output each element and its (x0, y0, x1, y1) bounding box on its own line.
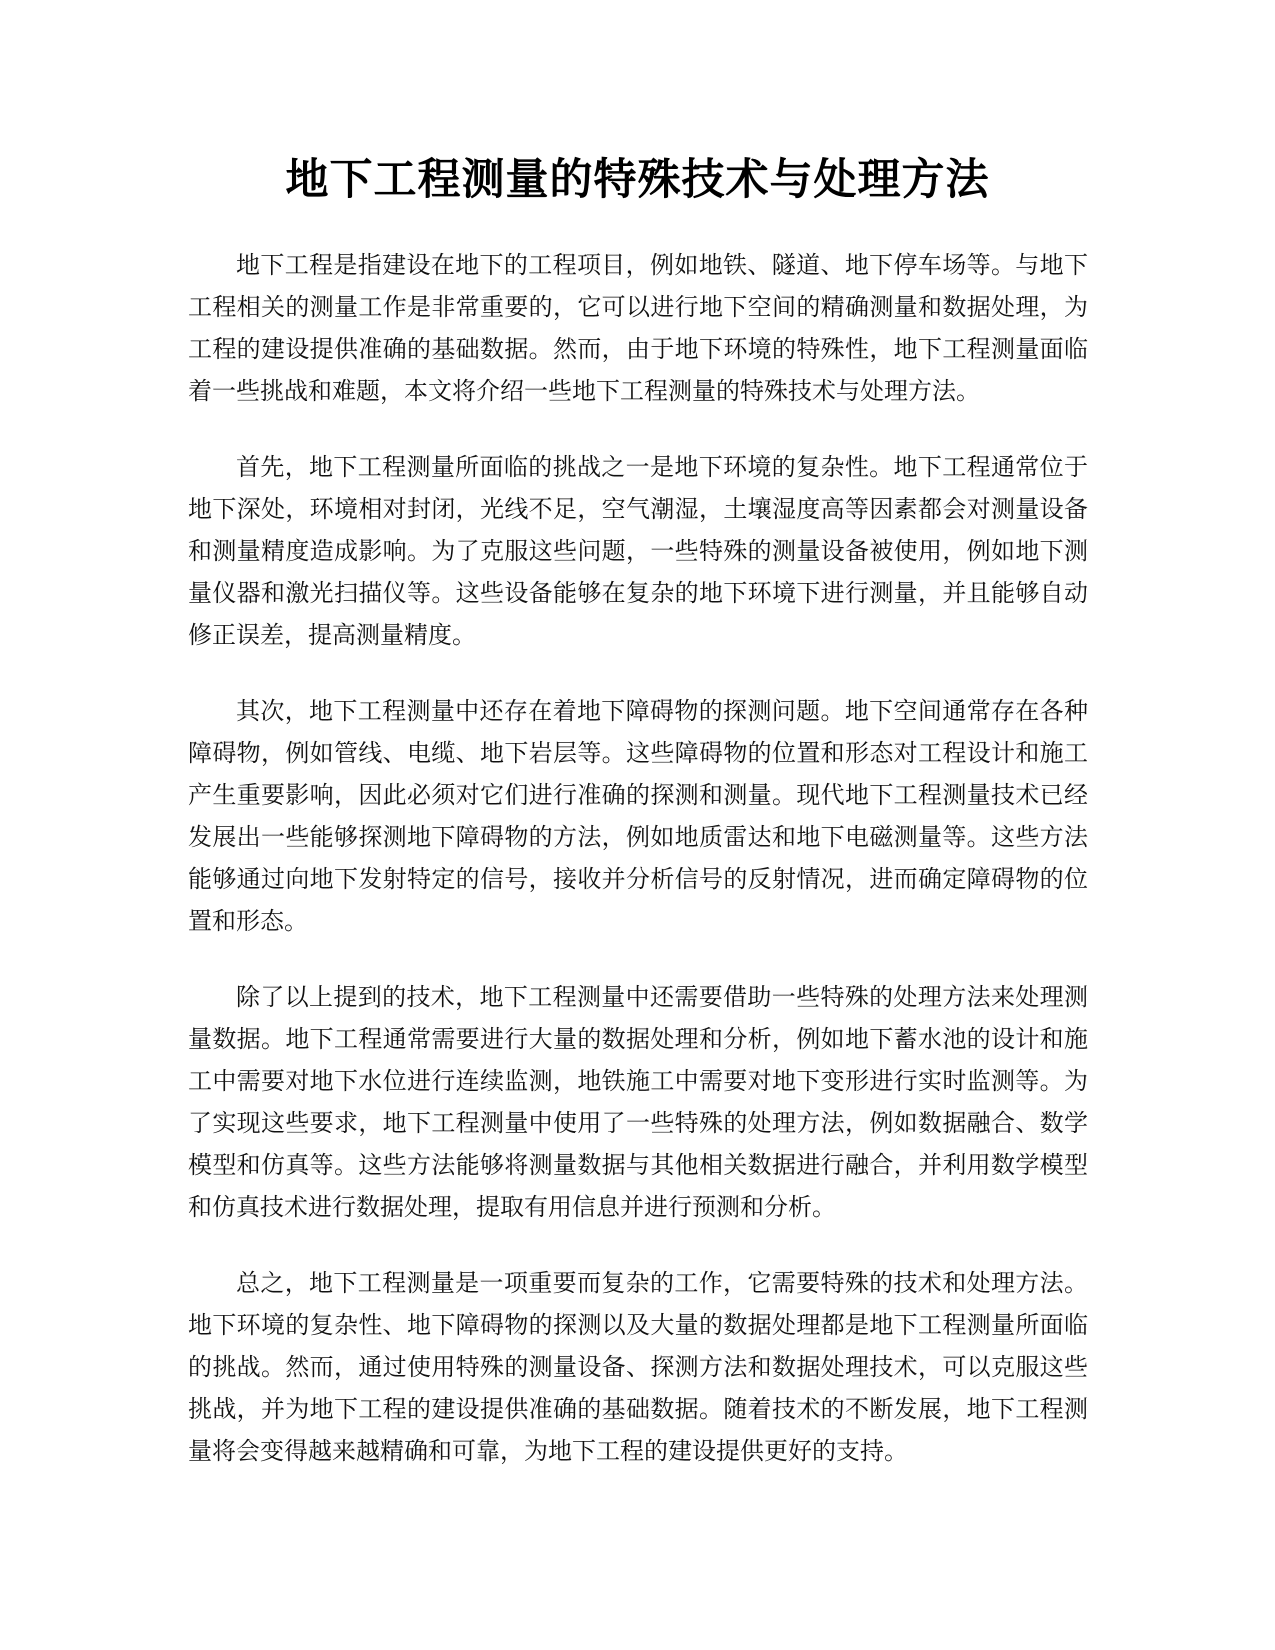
paragraph-data-processing: 除了以上提到的技术，地下工程测量中还需要借助一些特殊的处理方法来处理测量数据。地下工程通常需要进行大量的数据处理和分析，例如地下蓄水池的设计和施工中需要对地下水位进行连续监测，地铁施工中需要对地下变形进行实时监测等。为了实现这些要求，地下工程测量中使用了一些特殊的处理方法，例如数据融合、数学模型和仿真等。这些方法能够将测量数据与其他相关数据进行融合，并利用数学模型和仿真技术进行数据处理，提取有用信息并进行预测和分析。 (188, 983, 1088, 1221)
document-body (188, 244, 1088, 1506)
paragraph-conclusion: 总之，地下工程测量是一项重要而复杂的工作，它需要特殊的技术和处理方法。地下环境的复杂性、地下障碍物的探测以及大量的数据处理都是地下工程测量所面临的挑战。然而，通过使用特殊的测量设备、探测方法和数据处理技术，可以克服这些挑战，并为地下工程的建设提供准确的基础数据。随着技术的不断发展，地下工程测量将会变得越来越精确和可靠，为地下工程的建设提供更好的支持。 (188, 1269, 1088, 1465)
document-title: 地下工程测量的特殊技术与处理方法 (285, 155, 990, 205)
paragraph-intro: 地下工程是指建设在地下的工程项目，例如地铁、隧道、地下停车场等。与地下工程相关的测量工作是非常重要的，它可以进行地下空间的精确测量和数据处理，为工程的建设提供准确的基础数据。然而，由于地下环境的特殊性，地下工程测量面临着一些挑战和难题，本文将介绍一些地下工程测量的特殊技术与处理方法。 (188, 251, 1088, 405)
paragraph-obstacle-detection: 其次，地下工程测量中还存在着地下障碍物的探测问题。地下空间通常存在各种障碍物，例如管线、电缆、地下岩层等。这些障碍物的位置和形态对工程设计和施工产生重要影响，因此必须对它们进行准确的探测和测量。现代地下工程测量技术已经发展出一些能够探测地下障碍物的方法，例如地质雷达和地下电磁测量等。这些方法能够通过向地下发射特定的信号，接收并分析信号的反射情况，进而确定障碍物的位置和形态。 (188, 697, 1088, 935)
paragraph-environment-complexity: 首先，地下工程测量所面临的挑战之一是地下环境的复杂性。地下工程通常位于地下深处，环境相对封闭，光线不足，空气潮湿，土壤湿度高等因素都会对测量设备和测量精度造成影响。为了克服这些问题，一些特殊的测量设备被使用，例如地下测量仪器和激光扫描仪等。这些设备能够在复杂的地下环境下进行测量，并且能够自动修正误差，提高测量精度。 (188, 453, 1088, 649)
